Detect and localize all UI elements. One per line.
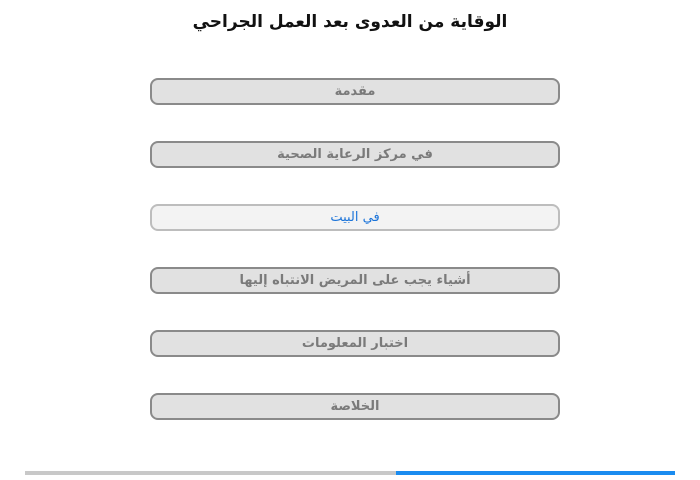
- menu-item-at-home[interactable]: في البيت: [150, 204, 560, 231]
- menu-item-knowledge-quiz[interactable]: اختبار المعلومات: [150, 330, 560, 357]
- menu-item-introduction[interactable]: مقدمة: [150, 78, 560, 105]
- section-menu: [150, 78, 560, 456]
- page-title: الوقاية من العدوى بعد العمل الجراحي: [192, 12, 508, 32]
- menu-item-patient-watch-points[interactable]: أشياء يجب على المريض الانتباه إليها: [150, 267, 560, 294]
- progress-bar: [25, 471, 675, 475]
- menu-item-summary[interactable]: الخلاصة: [150, 393, 560, 420]
- progress-bar-fill: [396, 471, 676, 475]
- menu-item-healthcare-center[interactable]: في مركز الرعاية الصحية: [150, 141, 560, 168]
